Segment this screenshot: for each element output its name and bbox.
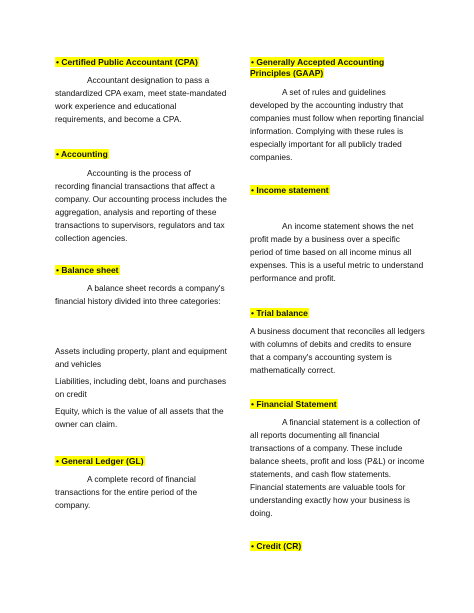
term-cpa-label: • Certified Public Accountant (CPA) xyxy=(56,57,198,67)
definition-balance-sheet: A balance sheet records a company's financial history divided into three categories: xyxy=(55,283,225,306)
term-general-ledger xyxy=(55,456,145,467)
term-general-ledger-label: • General Ledger (GL) xyxy=(56,456,144,466)
term-gaap xyxy=(250,57,425,79)
term-income-statement-label: • Income statement xyxy=(251,185,329,195)
term-financial-statement-label: • Financial Statement xyxy=(251,399,337,409)
term-accounting-label: • Accounting xyxy=(56,149,108,159)
definition-income-statement: An income statement shows the net profit made by a business over a specific period of time based on all income minus all expenses. This is a useful metric to understand performance and profit. xyxy=(250,221,424,283)
definition-general-ledger: A complete record of financial transactions for the entire period of the company. xyxy=(55,474,198,510)
balance-sheet-item-equity: Equity, which is the value of all assets that the owner can claim. xyxy=(55,406,224,429)
term-income-statement xyxy=(250,185,330,196)
term-cpa xyxy=(55,57,199,68)
term-accounting xyxy=(55,149,109,160)
term-financial-statement xyxy=(250,399,338,410)
definition-trial-balance: A business document that reconciles all ledgers with columns of debits and credits to ensure that a company's accounting system is mathematically correct. xyxy=(250,326,425,375)
definition-cpa: Accountant designation to pass a standardized CPA exam, meet state-mandated work experience and educational requirements, and become a CPA. xyxy=(55,75,227,124)
term-trial-balance-label: • Trial balance xyxy=(251,308,308,318)
balance-sheet-item-liabilities: Liabilities, including debt, loans and purchases on credit xyxy=(55,376,227,399)
definition-financial-statement: A financial statement is a collection of all reports documenting all financial transactions of a company. These include balance sheets, profit and loss (P&L) or income statements, and cash flow statements. Financial statements are valuable tools for understanding exactly how your business is doing. xyxy=(250,417,425,518)
definition-accounting: Accounting is the process of recording financial transactions that affect a company. Our accounting process includes the aggregation, analysis and reporting of these transactions to supervisors, regulators and tax collection agencies. xyxy=(55,168,227,243)
balance-sheet-item-assets: Assets including property, plant and equipment and vehicles xyxy=(55,346,227,369)
term-gaap-label: • Generally Accepted Accounting Principles (GAAP) xyxy=(250,57,385,78)
term-balance-sheet xyxy=(55,265,120,276)
term-trial-balance xyxy=(250,308,309,319)
definition-gaap: A set of rules and guidelines developed by the accounting industry that companies must follow when reporting financial information. Complying with these rules is especially important for all publicly traded companies. xyxy=(250,87,424,162)
term-credit xyxy=(250,541,302,552)
term-credit-label: • Credit (CR) xyxy=(251,541,302,551)
term-balance-sheet-label: • Balance sheet xyxy=(56,265,119,275)
